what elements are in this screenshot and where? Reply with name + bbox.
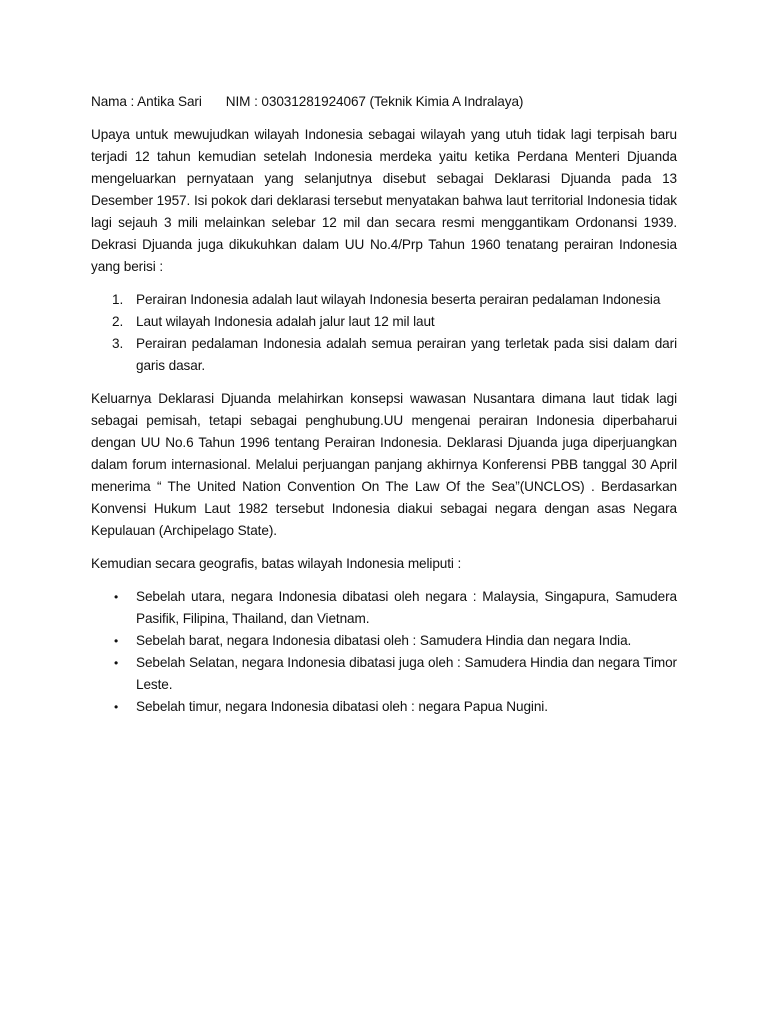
list-item <box>91 333 677 377</box>
list-item-text: Laut wilayah Indonesia adalah jalur laut 12 mil laut <box>136 314 435 329</box>
bullet-icon: • <box>114 634 119 648</box>
bullet-icon: • <box>114 656 119 670</box>
list-item-text: Sebelah barat, negara Indonesia dibatasi oleh : Samudera Hindia dan negara India. <box>136 633 632 648</box>
bullet-icon: • <box>114 590 119 604</box>
student-nim: NIM : 03031281924067 (Teknik Kimia A Indralaya) <box>225 94 524 109</box>
bullet-list <box>91 586 677 718</box>
list-item-text: Perairan pedalaman Indonesia adalah semua perairan yang terletak pada sisi dalam dari garis dasar. <box>136 336 677 373</box>
list-item-text: Sebelah utara, negara Indonesia dibatasi oleh negara : Malaysia, Singapura, Samudera Pasifik, Filipina, Thailand, dan Vietnam. <box>136 589 677 626</box>
list-item <box>91 311 677 333</box>
student-name: Nama : Antika Sari <box>91 94 202 109</box>
list-item <box>91 652 677 696</box>
list-number: 1. <box>112 292 124 307</box>
document-page <box>91 91 677 718</box>
list-item <box>91 630 677 652</box>
paragraph-djuanda-declaration: Upaya untuk mewujudkan wilayah Indonesia sebagai wilayah yang utuh tidak lagi terpisah baru terjadi 12 tahun kemudian setelah Indonesia merdeka yaitu ketika Perdana Menteri Djuanda mengeluarkan pernyataan yang selanjutnya disebut sebagai Deklarasi Djuanda pada 13 Desember 1957. Isi pokok dari deklarasi tersebut menyatakan bahwa laut territorial Indonesia tidak lagi sejauh 3 mili melainkan selebar 12 mil dan secara resmi menggantikam Ordonansi 1939. Dekrasi Djuanda juga dikukuhkan dalam UU No.4/Prp Tahun 1960 tenatang perairan Indonesia yang berisi : <box>91 127 677 274</box>
list-item <box>91 696 677 718</box>
list-item-text: Sebelah Selatan, negara Indonesia dibatasi juga oleh : Samudera Hindia dan negara Timor Leste. <box>136 655 677 692</box>
list-item <box>91 586 677 630</box>
numbered-list <box>91 289 677 377</box>
list-number: 2. <box>112 314 124 329</box>
list-item-text: Sebelah timur, negara Indonesia dibatasi oleh : negara Papua Nugini. <box>136 699 548 714</box>
list-item-text: Perairan Indonesia adalah laut wilayah Indonesia beserta perairan pedalaman Indonesia <box>136 292 661 307</box>
list-item <box>91 289 677 311</box>
student-header <box>91 91 677 113</box>
paragraph-wawasan-nusantara: Keluarnya Deklarasi Djuanda melahirkan konsepsi wawasan Nusantara dimana laut tidak lagi sebagai pemisah, tetapi sebagai penghubung.UU mengenai perairan Indonesia diperbaharui dengan UU No.6 Tahun 1996 tentang Perairan Indonesia. Deklarasi Djuanda juga diperjuangkan dalam forum internasional. Melalui perjuangan panjang akhirnya Konferensi PBB tanggal 30 April menerima “ The United Nation Convention On The Law Of the Sea”(UNCLOS) . Berdasarkan Konvensi Hukum Laut 1982 tersebut Indonesia diakui sebagai negara dengan asas Negara Kepulauan (Archipelago State). <box>91 391 677 538</box>
bullet-icon: • <box>114 700 119 714</box>
paragraph-geographic-intro: Kemudian secara geografis, batas wilayah Indonesia meliputi : <box>91 556 462 571</box>
list-number: 3. <box>112 336 124 351</box>
